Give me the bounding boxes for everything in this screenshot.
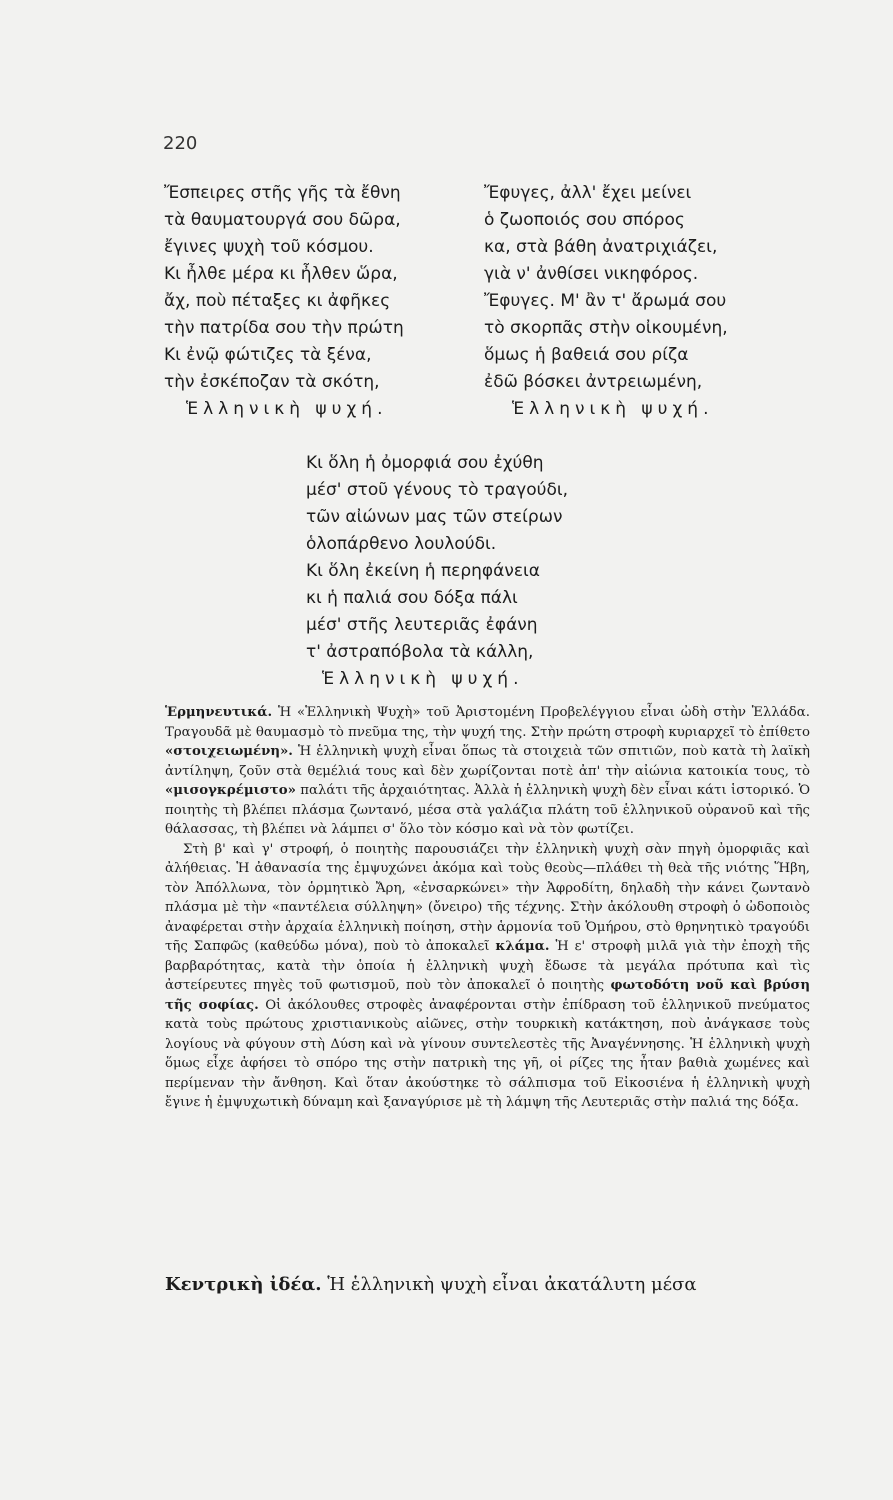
poem-line: τὰ θαυματουργά σου δῶρα,	[164, 210, 401, 230]
commentary-text: Οἱ ἀκόλουθες στροφὲς ἀναφέρονται στὴν ἐπίδραση τοῦ ἑλληνικοῦ πνεύματος κατὰ τοὺς πρώτους χριστιανικοὺς αἰῶνες, στὴν τουρκικὴ κατάκτηση, ποὺ ἀνάγκασε τοὺς λογίους νὰ φύγουν στὴ Δύση καὶ νὰ γίνουν συντελεστὲς τῆς Ἀναγέννησης. Ἡ ἑλληνικὴ ψυχὴ ὅμως εἶχε ἀφήσει τὸ σπόρο της στὴν πατρικὴ της γῆ, οἱ ρίζες της ἦταν βαθιὰ χωμένες καὶ περίμεναν τὴν ἄνθηση. Καὶ ὅταν ἀκούστηκε τὸ σάλπισμα τοῦ Εἰκοσιένα ἡ ἑλληνικὴ ψυχὴ ἔγινε ἡ ἐμψυχωτικὴ δύναμη καὶ ξαναγύρισε μὲ τὴ λάμψη τῆς Λευτεριᾶς στὴν παλιά της δόξα.	[165, 997, 810, 1110]
poem-line: τῶν αἰώνων μας τῶν στείρων	[306, 507, 563, 527]
central-idea	[165, 1272, 810, 1298]
commentary-text: παλάτι τῆς ἀρχαιότητας. Ἀλλὰ ἡ ἑλληνικὴ ψυχὴ δὲν εἶναι κάτι ἱστορικό. Ὁ ποιητὴς τὴ βλέπει πλάσμα ζωντανό, μέσα στὰ γαλάζια πλάτη τοῦ ἑλληνικοῦ οὐρανοῦ καὶ τῆς θάλασσας, τὴ βλέπει νὰ λάμπει σ' ὅλο τὸν κόσμο καὶ νὰ τὸν φωτίζει.	[165, 783, 810, 837]
poem-line: ὅμως ἡ βαθειά σου ρίζα	[484, 345, 689, 365]
commentary-text: Στὴ β' καὶ γ' στροφή, ὁ ποιητὴς παρουσιάζει τὴν ἑλληνικὴ ψυχὴ σὰν πηγὴ ὀμορφιᾶς καὶ ἀλήθειας. Ἡ ἀθανασία της ἐμψυχώνει ἀκόμα καὶ τοὺς θεοὺς—πλάθει τὴ θεὰ τῆς νιότης Ἥβη, τὸν Ἀπόλλωνα, τὸν ὁρμητικὸ Ἄρη, «ἐνσαρκώνει» τὴν Ἀφροδίτη, δηλαδὴ τὴν κάνει ζωντανὸ πλάσμα μὲ τὴν «παντέλεια σύλληψη» (ὄνειρο) τῆς τέχνης. Στὴν ἀκόλουθη στροφὴ ὁ ὠδοποιὸς ἀναφέρεται στὴν ἀρχαία ἑλληνικὴ ποίηση, στὴν ἁρμονία τοῦ Ὁμήρου, στὸ θρηνητικὸ τραγούδι τῆς Σαπφῶς (καθεύδω μόνα), ποὺ τὸ ἀποκαλεῖ	[165, 841, 810, 954]
poem-line: Ἔσπειρες στῆς γῆς τὰ ἔθνη	[164, 183, 401, 203]
poem-line: γιὰ ν' ἀνθίσει νικηφόρος.	[484, 264, 699, 284]
poem-line: τὸ σκορπᾶς στὴν οἰκουμένη,	[484, 318, 728, 338]
poem-line: ὁ ζωοποιός σου σπόρος	[484, 210, 685, 230]
poem-stanza-left	[164, 180, 454, 423]
poem-refrain: Ἑλληνικὴ ψυχή.	[512, 399, 714, 419]
commentary-text: Ἡ ε' στροφὴ μιλᾶ γιὰ τὴν ἐποχὴ τῆς βαρβαρότητας, κατὰ τὴν ὁποία ἡ ἑλληνικὴ ψυχὴ ἔδωσε τὰ μεγάλα πρότυπα καὶ τὶς ἀστείρευτες πηγὲς τοῦ φωτισμοῦ, ποὺ τὸν ἀποκαλεῖ ὁ ποιητὴς	[165, 939, 810, 993]
commentary-emphasis: «στοιχειωμένη».	[165, 744, 293, 759]
poem-line: Κι ὅλη ἡ ὀμορφιά σου ἐχύθη	[306, 453, 544, 473]
poem-line: ἄχ, ποὺ πέταξες κι ἀφῆκες	[164, 291, 391, 311]
poem-stanza-right	[484, 180, 784, 423]
poem-line: τ' ἀστραπόβολα τὰ κάλλη,	[306, 642, 534, 662]
poem-line: τὴν πατρίδα σου τὴν πρώτη	[164, 318, 404, 338]
poem-line: Κι ἦλθε μέρα κι ἦλθεν ὥρα,	[164, 264, 398, 284]
page-number: 220	[163, 133, 198, 154]
commentary-emphasis: κλάμα.	[495, 939, 550, 954]
poem-line: ἐδῶ βόσκει ἀντρειωμένη,	[484, 372, 703, 392]
poem-line: κι ἡ παλιά σου δόξα πάλι	[306, 588, 518, 608]
poem-line: ὁλοπάρθενο λουλούδι.	[306, 534, 497, 554]
poem-line: Ἔφυγες. Μ' ἂν τ' ἄρωμά σου	[484, 291, 727, 311]
poem-line: Ἔφυγες, ἀλλ' ἔχει μείνει	[484, 183, 692, 203]
poem-refrain: Ἑλληνικὴ ψυχή.	[186, 399, 388, 419]
commentary-paragraph	[165, 703, 810, 840]
commentary-text: Ἡ ἑλληνικὴ ψυχὴ εἶναι ὅπως τὰ στοιχειὰ τῶν σπιτιῶν, ποὺ κατὰ τὴ λαϊκὴ ἀντίληψη, ζοῦν στὰ θεμέλιά τους καὶ δὲν χωρίζονται ποτὲ ἀπ' τὴν αἰώνια κατοικία τους, τὸ	[165, 744, 810, 779]
poem-line: Κι ἐνῷ φώτιζες τὰ ξένα,	[164, 345, 372, 365]
poem-line: μέσ' στοῦ γένους τὸ τραγούδι,	[306, 480, 568, 500]
poem-line: ἔγινες ψυχὴ τοῦ κόσμου.	[164, 237, 374, 257]
commentary-emphasis: «μισογκρέμιστο»	[165, 783, 296, 798]
poem-line: Κι ὅλη ἐκείνη ἡ περηφάνεια	[306, 561, 540, 581]
poem-refrain: Ἑλληνικὴ ψυχή.	[322, 669, 524, 689]
commentary-section	[165, 703, 810, 1113]
poem-line: κα, στὰ βάθη ἀνατριχιάζει,	[484, 237, 718, 257]
central-idea-label: Κεντρικὴ ἰδέα.	[165, 1274, 322, 1295]
commentary-text: Ἡ «Ἑλληνικὴ Ψυχὴ» τοῦ Ἀριστομένη Προβελέγγιου εἶναι ὠδὴ στὴν Ἑλλάδα. Τραγουδᾶ μὲ θαυμασμὸ τὸ πνεῦμα της, τὴν ψυχή της. Στὴν πρώτη στροφὴ κυριαρχεῖ τὸ ἐπίθετο	[165, 705, 810, 740]
central-idea-text: Ἡ ἑλληνικὴ ψυχὴ εἶναι ἀκατάλυτη μέσα	[321, 1274, 697, 1295]
poem-line: τὴν ἐσκέποζαν τὰ σκότη,	[164, 372, 380, 392]
commentary-emphasis: φωτοδότη νοῦ καὶ βρύση τῆς σοφίας.	[165, 978, 810, 1013]
commentary-paragraph	[165, 840, 810, 1113]
commentary-label: Ἑρμηνευτικά.	[165, 705, 273, 720]
poem-line: μέσ' στῆς λευτεριᾶς ἐφάνη	[306, 615, 538, 635]
poem-stanza-center	[306, 450, 606, 693]
